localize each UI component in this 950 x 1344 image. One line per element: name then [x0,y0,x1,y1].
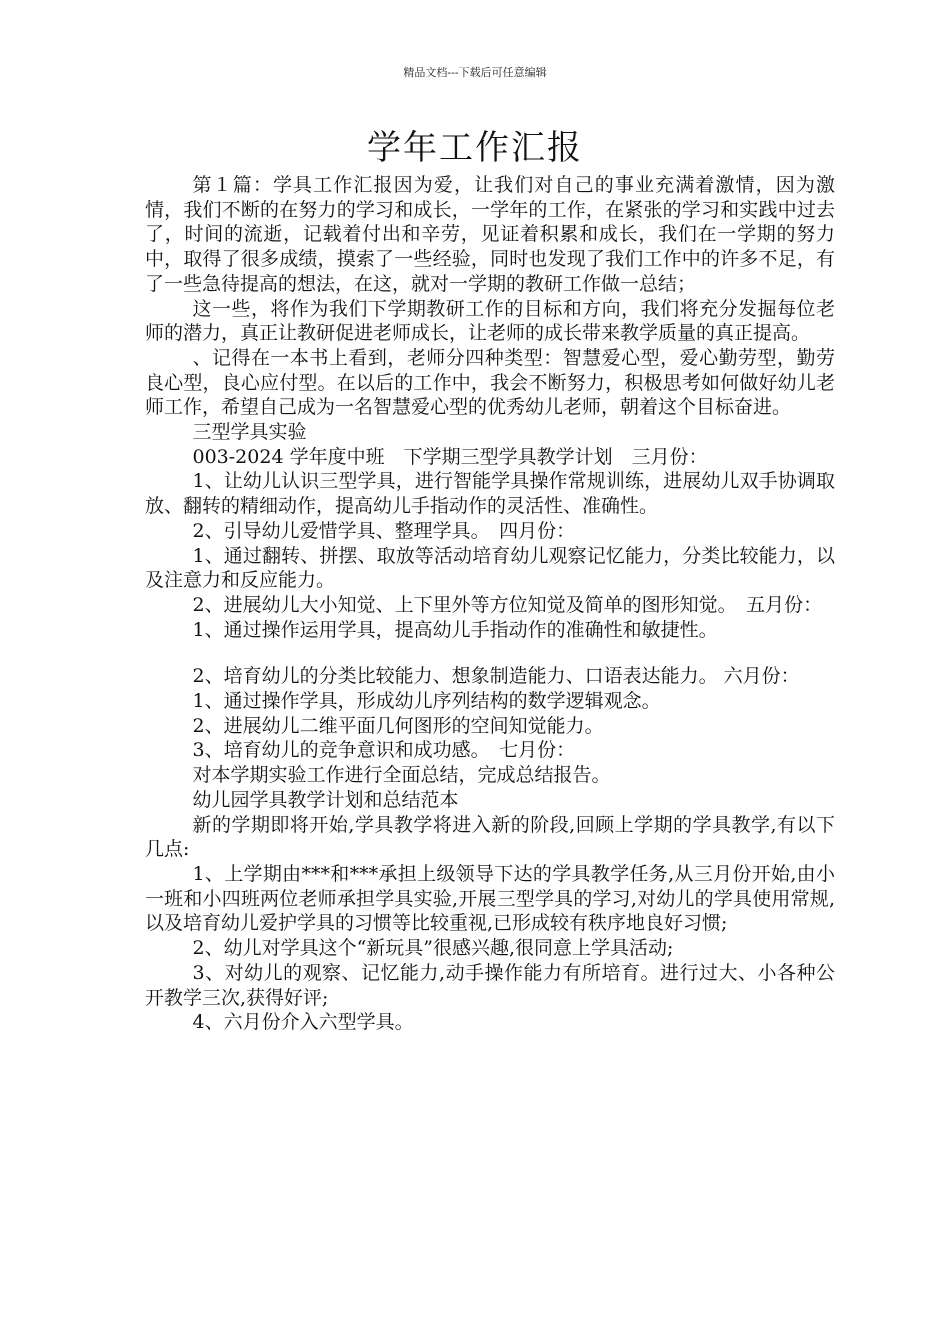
list-item: 1、让幼儿认识三型学具，进行智能学具操作常规训练，进展幼儿双手协调取放、翻转的精细动作，提高幼儿手指动作的灵活性、准确性。 [145,470,835,518]
list-item: 4、六月份介入六型学具。 [192,1011,414,1034]
paragraph-goals: 这一些，将作为我们下学期教研工作的目标和方向，我们将充分发掘每位老师的潜力，真正让教研促进老师成长，让老师的成长带来教学质量的真正提高。 [145,297,835,345]
list-item: 1、上学期由***和***承担上级领导下达的学具教学任务,从三月份开始,由小一班和小四班两位老师承担学具实验,开展三型学具的学习,对幼儿的学具使用常规,以及培育幼儿爱护学具的习惯等比较重视,已形成较有秩序地良好习惯; [145,862,835,935]
list-item: 3、培育幼儿的竞争意识和成功感。 七月份： [192,739,576,762]
list-item: 1、通过操作学具，形成幼儿序列结构的数学逻辑观念。 [192,690,661,713]
paragraph-new-term: 新的学期即将开始,学具教学将进入新的阶段,回顾上学期的学具教学,有以下几点: [145,813,835,861]
list-item: 2、幼儿对学具这个“新玩具”很感兴趣,很同意上学具活动; [192,937,674,960]
section-heading-summary: 幼儿园学具教学计划和总结范本 [192,788,459,811]
plan-heading: 003-2024 学年度中班 下学期三型学具教学计划 三月份： [192,445,708,468]
section-heading-experiment: 三型学具实验 [192,421,307,444]
paragraph-teacher-types: 、记得在一本书上看到，老师分四种类型：智慧爱心型，爱心勤劳型，勤劳良心型，良心应付型。在以后的工作中，我会不断努力，积极思考如何做好幼儿老师工作，希望自己成为一名智慧爱心型的优秀幼儿老师，朝着这个目标奋进。 [145,346,835,419]
list-item: 2、引导幼儿爱惜学具、整理学具。 四月份： [192,519,576,542]
spacer [145,642,835,664]
list-item: 2、进展幼儿二维平面几何图形的空间知觉能力。 [192,714,604,737]
list-item: 3、对幼儿的观察、记忆能力,动手操作能力有所培育。进行过大、小各种公开教学三次,获得好评; [145,961,835,1009]
document-body [145,173,835,1035]
list-item: 1、通过翻转、拼摆、取放等活动培育幼儿观察记忆能力，分类比较能力，以及注意力和反应能力。 [145,544,835,592]
list-item: 1、通过操作运用学具，提高幼儿手指动作的准确性和敏捷性。 [192,618,718,641]
document-title: 学年工作汇报 [367,128,583,168]
list-item: 对本学期实验工作进行全面总结，完成总结报告。 [192,764,611,787]
paragraph-intro: 第１篇：学具工作汇报因为爱，让我们对自己的事业充满着激情，因为激情，我们不断的在努力的学习和成长，一学年的工作，在紧张的学习和实践中过去了，时间的流逝，记载着付出和辛劳，见证着积累和成长，我们在一学期的努力中，取得了很多成绩，摸索了一些经验，同时也发现了我们工作中的许多不足，有了一些急待提高的想法，在这，就对一学期的教研工作做一总结； [145,174,835,295]
header-note: 精品文档---下载后可任意编辑 [403,66,547,79]
list-item: 2、培育幼儿的分类比较能力、想象制造能力、口语表达能力。 六月份： [192,665,800,688]
list-item: 2、进展幼儿大小知觉、上下里外等方位知觉及简单的图形知觉。 五月份： [192,593,823,616]
